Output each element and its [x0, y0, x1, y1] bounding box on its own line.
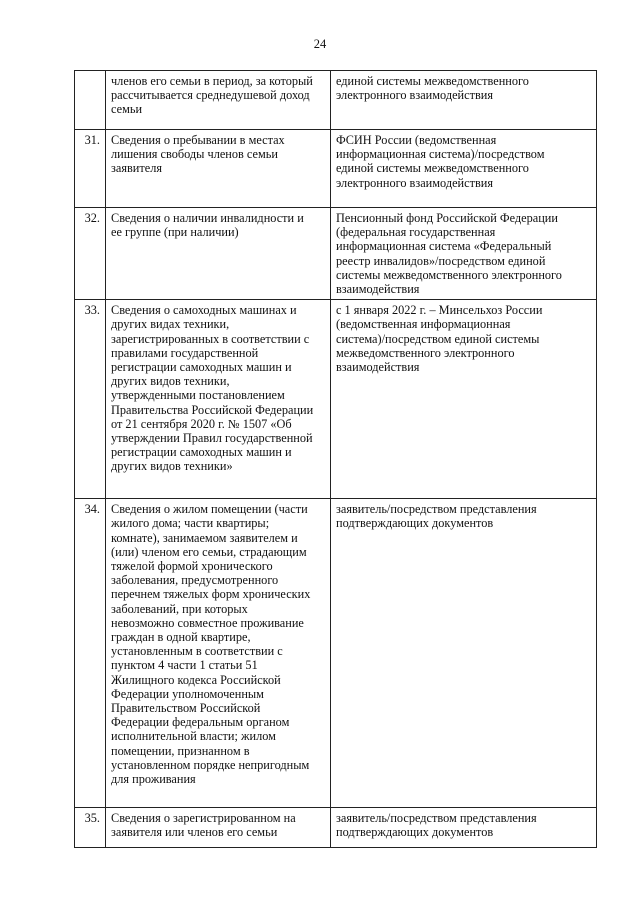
- documents-table: [74, 70, 597, 848]
- description-line: Жилищного кодекса Российской: [111, 672, 281, 687]
- info-source-cell: [331, 808, 597, 848]
- table-row: [75, 130, 597, 208]
- description-line: утвержденными постановлением: [111, 388, 285, 403]
- source-line: реестр инвалидов»/посредством единой: [336, 253, 546, 268]
- description-line: зарегистрированных в соответствии с: [111, 331, 310, 346]
- description-line: членов его семьи в период, за который: [111, 74, 313, 88]
- info-source-cell: [331, 208, 597, 300]
- info-source-cell: [331, 499, 597, 808]
- description-line: Сведения о пребывании в местах: [111, 133, 285, 147]
- description-line: для проживания: [111, 772, 196, 787]
- description-line: правилами государственной: [111, 345, 259, 360]
- source-line: заявитель/посредством представления: [336, 811, 537, 826]
- source-line: подтверждающих документов: [336, 825, 494, 840]
- info-source-cell: [331, 71, 597, 130]
- source-line: система)/посредством единой системы: [336, 331, 540, 346]
- description-line: регистрации самоходных машин и: [111, 445, 292, 460]
- description-line: заявителя или членов его семьи: [111, 825, 278, 840]
- source-line: ФСИН России (ведомственная: [336, 133, 497, 147]
- description-line: регистрации самоходных машин и: [111, 360, 292, 375]
- description-line: ее группе (при наличии): [111, 225, 239, 240]
- description-line: перечнем тяжелых форм хронических: [111, 587, 311, 602]
- source-line: взаимодействия: [336, 360, 420, 375]
- table-row: [75, 808, 597, 848]
- info-source-cell: [331, 300, 597, 499]
- description-line: семьи: [111, 102, 143, 117]
- row-number: 33.: [75, 300, 106, 499]
- source-line: информационная система)/посредством: [336, 147, 545, 162]
- description-line: исполнительной власти; жилом: [111, 729, 276, 744]
- row-number: [75, 71, 106, 130]
- description-line: от 21 сентября 2020 г. № 1507 «Об: [111, 416, 292, 431]
- description-line: Федерации уполномоченным: [111, 686, 264, 701]
- description-line: комнате), занимаемом заявителем и: [111, 530, 298, 545]
- description-line: заявителя: [111, 161, 162, 176]
- description-line: тяжелой формой хронического: [111, 559, 273, 574]
- source-line: единой системы межведомственного: [336, 161, 529, 176]
- description-line: лишения свободы членов семьи: [111, 147, 278, 162]
- source-line: подтверждающих документов: [336, 516, 494, 531]
- info-description-cell: [106, 808, 331, 848]
- page-number: 24: [313, 37, 327, 51]
- description-line: утверждении Правил государственной: [111, 431, 313, 446]
- description-line: рассчитывается среднедушевой доход: [111, 88, 310, 103]
- table-row: [75, 499, 597, 808]
- description-line: установленным в соответствии с: [111, 644, 283, 659]
- description-line: Правительства Российской Федерации: [111, 402, 314, 417]
- source-line: заявитель/посредством представления: [336, 502, 537, 517]
- info-description-cell: [106, 130, 331, 208]
- info-description-cell: [106, 208, 331, 300]
- description-line: Сведения о наличии инвалидности и: [111, 211, 304, 225]
- row-number: 32.: [75, 208, 106, 300]
- source-line: (федеральная государственная: [336, 225, 496, 240]
- source-line: Пенсионный фонд Российской Федерации: [336, 211, 558, 225]
- description-line: Сведения о самоходных машинах и: [111, 303, 297, 318]
- table-row: [75, 208, 597, 300]
- description-line: Сведения о зарегистрированном на: [111, 811, 296, 826]
- info-description-cell: [106, 300, 331, 499]
- description-line: пунктом 4 части 1 статьи 51: [111, 658, 258, 673]
- description-line: Сведения о жилом помещении (части: [111, 502, 308, 517]
- description-line: невозможно совместное проживание: [111, 615, 304, 630]
- description-line: жилого дома; части квартиры;: [111, 516, 270, 531]
- row-number: 34.: [75, 499, 106, 808]
- description-line: других видов техники»: [111, 459, 233, 474]
- description-line: установленном порядке непригодным: [111, 757, 310, 772]
- source-line: электронного взаимодействия: [336, 88, 494, 103]
- description-line: Правительством Российской: [111, 701, 261, 716]
- description-line: (или) членом его семьи, страдающим: [111, 544, 307, 559]
- info-source-cell: [331, 130, 597, 208]
- info-description-cell: [106, 499, 331, 808]
- source-line: (ведомственная информационная: [336, 317, 511, 332]
- description-line: Федерации федеральным органом: [111, 715, 290, 730]
- row-number: 31.: [75, 130, 106, 208]
- source-line: информационная система «Федеральный: [336, 239, 552, 254]
- description-line: граждан в одной квартире,: [111, 630, 251, 645]
- table-body: [75, 71, 597, 848]
- source-line: электронного взаимодействия: [336, 175, 494, 190]
- table-row: [75, 300, 597, 499]
- source-line: межведомственного электронного: [336, 345, 515, 360]
- source-line: с 1 января 2022 г. – Минсельхоз России: [336, 303, 543, 318]
- table-row: [75, 71, 597, 130]
- description-line: заболевания, предусмотренного: [111, 573, 279, 588]
- source-line: системы межведомственного электронного: [336, 267, 562, 282]
- description-line: помещении, признанном в: [111, 743, 250, 758]
- row-number: 35.: [75, 808, 106, 848]
- description-line: других видах техники,: [111, 317, 230, 332]
- description-line: других видов техники,: [111, 374, 230, 389]
- source-line: взаимодействия: [336, 282, 420, 297]
- description-line: заболеваний, при которых: [111, 601, 248, 616]
- source-line: единой системы межведомственного: [336, 74, 529, 88]
- info-description-cell: [106, 71, 331, 130]
